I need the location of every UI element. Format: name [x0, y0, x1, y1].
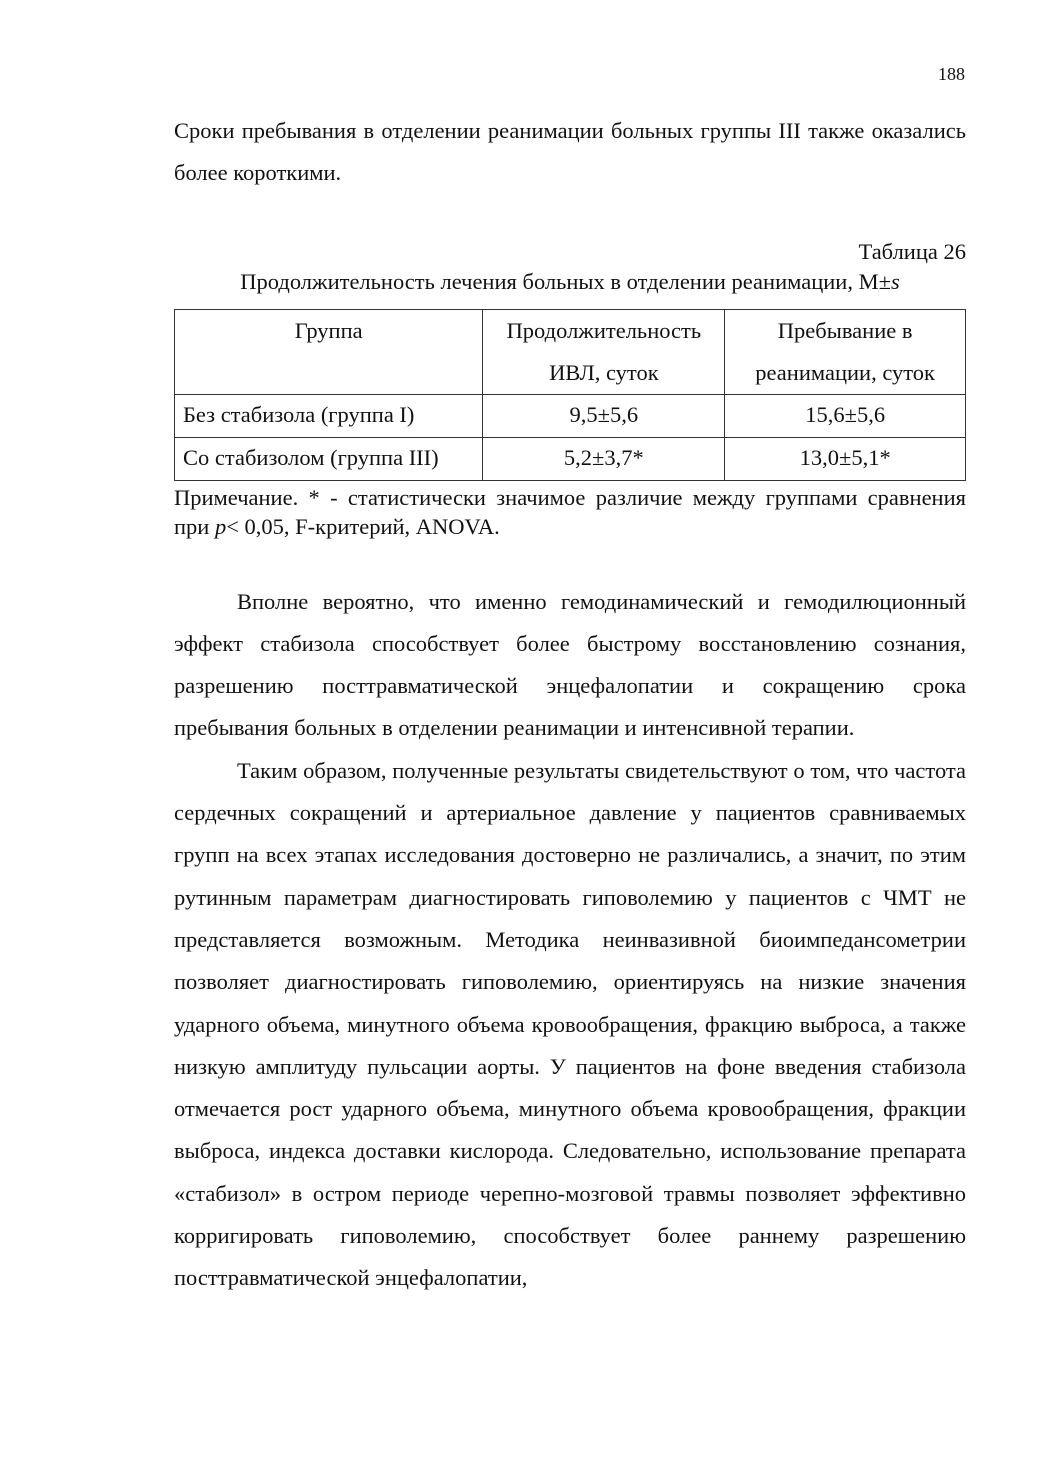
header-group — [175, 309, 483, 394]
cell-group: Со стабизолом (группа III) — [175, 437, 483, 480]
page-content — [174, 110, 966, 1300]
table-title-text: Продолжительность лечения больных в отделении реанимации, М± — [240, 268, 891, 294]
header-stay — [725, 309, 966, 394]
cell-stay: 13,0±5,1* — [725, 437, 966, 480]
header-ventilation — [483, 309, 725, 394]
table-note — [174, 483, 966, 541]
table-note-end: < 0,05, F-критерий, ANOVA. — [226, 513, 500, 539]
header-group-label: Группа — [294, 317, 363, 343]
cell-ventilation: 9,5±5,6 — [483, 394, 725, 437]
cell-group: Без стабизола (группа I) — [175, 394, 483, 437]
table-title — [174, 267, 966, 297]
table-row — [175, 394, 966, 437]
table-note-p: p — [214, 513, 227, 539]
intro-paragraph: Сроки пребывания в отделении реанимации больных группы III также оказались более короткими. — [174, 118, 966, 186]
table-note-start: Примечание. * - статистически значимое различие между группами сравнения при — [174, 484, 966, 539]
cell-ventilation: 5,2±3,7* — [483, 437, 725, 480]
header-ventilation-line1: Продолжительность — [506, 317, 702, 343]
page-number: 188 — [938, 64, 965, 84]
header-ventilation-line2: ИВЛ, суток — [549, 359, 659, 385]
table-title-italic: s — [890, 268, 900, 294]
table-header-row — [175, 309, 966, 394]
body-paragraph-2: Таким образом, полученные результаты свидетельствуют о том, что частота сердечных сокращений и артериальное давление у пациентов сравниваемых групп на всех этапах исследования достоверно не различались, а значит, по этим рутинным параметрам диагностировать гиповолемию у пациентов с ЧМТ не представляется возможным. Методика неинвазивной биоимпедансометрии позволяет диагностировать гиповолемию, ориентируясь на низкие значения ударного объема, минутного объема кровообращения, фракцию выброса, а также низкую амплитуду пульсации аорты. У пациентов на фоне введения стабизола отмечается рост ударного объема, минутного объема кровообращения, фракции выброса, индекса доставки кислорода. Следовательно, использование препарата «стабизол» в остром периоде черепно-мозговой травмы позволяет эффективно корригировать гиповолемию, способствует более раннему разрешению посттравматической энцефалопатии, — [174, 757, 966, 1291]
body-paragraph-1: Вполне вероятно, что именно гемодинамический и гемодилюционный эффект стабизола способствует более быстрому восстановлению сознания, разрешению посттравматической энцефалопатии и сокращению срока пребывания больных в отделении реанимации и интенсивной терапии. — [174, 588, 966, 741]
data-table — [174, 309, 966, 481]
table-label: Таблица 26 — [858, 238, 966, 264]
header-stay-line1: Пребывание в — [777, 317, 913, 343]
table-row — [175, 437, 966, 480]
header-stay-line2: реанимации, суток — [755, 359, 935, 385]
cell-stay: 15,6±5,6 — [725, 394, 966, 437]
